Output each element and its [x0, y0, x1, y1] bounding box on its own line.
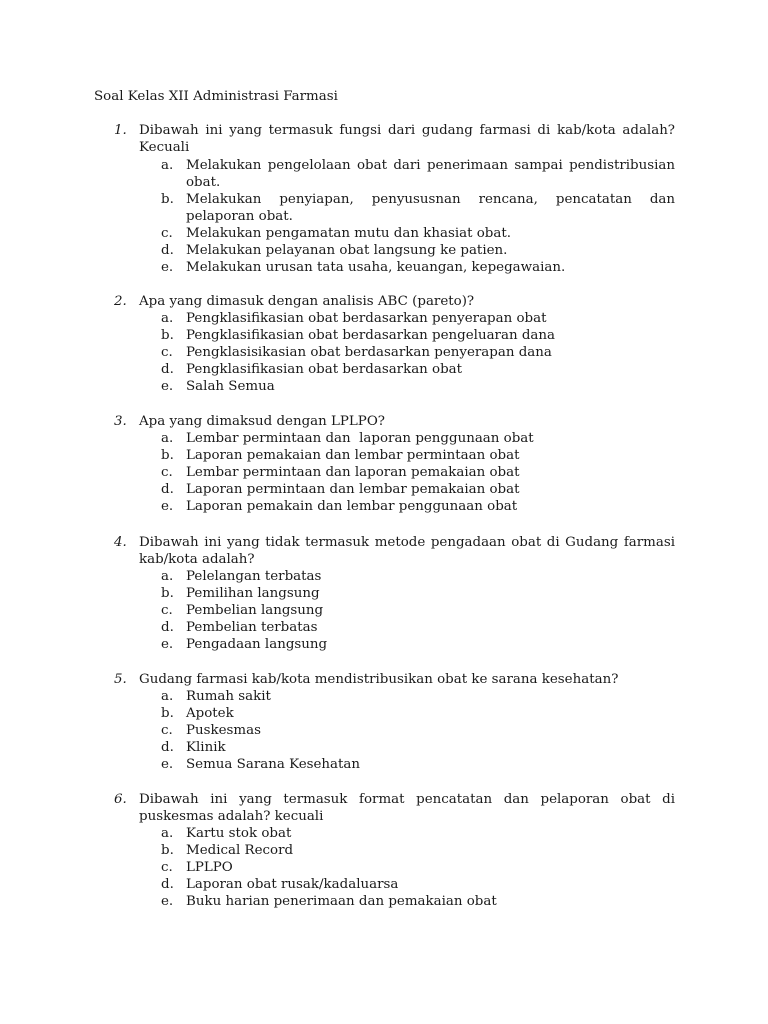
option-text: Puskesmas — [186, 723, 261, 738]
option-letter: c. — [161, 860, 173, 875]
option-letter: e. — [161, 757, 174, 772]
option-letter: c. — [161, 226, 173, 241]
question-number: 2. — [114, 294, 127, 309]
question-text: Dibawah ini yang tidak termasuk metode pengadaan obat di Gudang farmasi kab/kota adalah? — [139, 535, 675, 568]
option-text: Laporan pemakain dan lembar penggunaan obat — [186, 499, 518, 514]
option-text: Pemilihan langsung — [186, 586, 320, 601]
option-letter: b. — [161, 328, 174, 343]
option-text: Laporan pemakaian dan lembar permintaan obat — [186, 448, 520, 463]
option-text: Kartu stok obat — [186, 826, 292, 841]
question-number: 3. — [114, 414, 127, 429]
option-letter: c. — [161, 723, 173, 738]
option-text: Pelelangan terbatas — [186, 569, 322, 584]
option-text: Lembar permintaan dan laporan penggunaan obat — [186, 431, 534, 446]
option-text: Salah Semua — [186, 379, 275, 394]
option-text: Klinik — [186, 740, 226, 755]
question-number: 5. — [114, 672, 127, 687]
question-text: Dibawah ini yang termasuk fungsi dari gudang farmasi di kab/kota adalah? Kecuali — [139, 123, 675, 156]
option-text: Apotek — [186, 706, 234, 721]
question-number: 6. — [114, 792, 127, 807]
option-letter: b. — [161, 192, 174, 207]
option-text: Laporan permintaan dan lembar pemakaian obat — [186, 482, 520, 497]
option-letter: b. — [161, 706, 174, 721]
option-text: Lembar permintaan dan laporan pemakaian obat — [186, 465, 520, 480]
option-letter: e. — [161, 379, 174, 394]
option-text: Rumah sakit — [186, 689, 271, 704]
option-text: Pengklasisikasian obat berdasarkan penyerapan dana — [186, 345, 552, 360]
option-letter: e. — [161, 260, 174, 275]
option-letter: a. — [161, 826, 174, 841]
option-letter: d. — [161, 482, 174, 497]
option-letter: e. — [161, 499, 174, 514]
option-text: Pengadaan langsung — [186, 637, 328, 652]
option-letter: a. — [161, 569, 174, 584]
option-letter: d. — [161, 362, 174, 377]
option-text: Melakukan urusan tata usaha, keuangan, kepegawaian. — [186, 260, 566, 275]
option-letter: a. — [161, 689, 174, 704]
option-text: Melakukan penyiapan, penyususnan rencana, pencatatan dan pelaporan obat. — [186, 192, 675, 225]
question-number: 4. — [114, 535, 127, 550]
option-text: Pembelian langsung — [186, 603, 324, 618]
option-letter: b. — [161, 448, 174, 463]
option-text: Pembelian terbatas — [186, 620, 318, 635]
option-letter: d. — [161, 740, 174, 755]
option-text: Pengklasifikasian obat berdasarkan penyerapan obat — [186, 311, 547, 326]
option-text: Semua Sarana Kesehatan — [186, 757, 361, 772]
option-letter: c. — [161, 603, 173, 618]
question-text: Dibawah ini yang termasuk format pencatatan dan pelaporan obat di puskesmas adalah? kecuali — [139, 792, 675, 825]
option-text: Melakukan pengelolaan obat dari penerimaan sampai pendistribusian obat. — [186, 158, 675, 191]
option-text: Pengklasifikasian obat berdasarkan obat — [186, 362, 463, 377]
option-letter: c. — [161, 465, 173, 480]
question-text: Apa yang dimasuk dengan analisis ABC (pareto)? — [139, 294, 475, 309]
option-letter: b. — [161, 843, 174, 858]
option-letter: d. — [161, 243, 174, 258]
option-text: Medical Record — [186, 843, 294, 858]
option-text: Laporan obat rusak/kadaluarsa — [186, 877, 399, 892]
option-letter: d. — [161, 877, 174, 892]
question-number: 1. — [114, 123, 127, 138]
option-letter: a. — [161, 431, 174, 446]
option-text: Buku harian penerimaan dan pemakaian obat — [186, 894, 497, 909]
option-letter: e. — [161, 894, 174, 909]
option-letter: a. — [161, 158, 174, 173]
option-letter: c. — [161, 345, 173, 360]
option-letter: e. — [161, 637, 174, 652]
option-text: Pengklasifikasian obat berdasarkan pengeluaran dana — [186, 328, 555, 343]
option-letter: d. — [161, 620, 174, 635]
question-text: Gudang farmasi kab/kota mendistribusikan obat ke sarana kesehatan? — [139, 672, 619, 687]
option-text: LPLPO — [186, 860, 233, 875]
question-text: Apa yang dimaksud dengan LPLPO? — [139, 414, 385, 429]
option-text: Melakukan pelayanan obat langsung ke patien. — [186, 243, 508, 258]
document-title: Soal Kelas XII Administrasi Farmasi — [94, 89, 338, 104]
option-letter: a. — [161, 311, 174, 326]
option-text: Melakukan pengamatan mutu dan khasiat obat. — [186, 226, 511, 241]
option-letter: b. — [161, 586, 174, 601]
